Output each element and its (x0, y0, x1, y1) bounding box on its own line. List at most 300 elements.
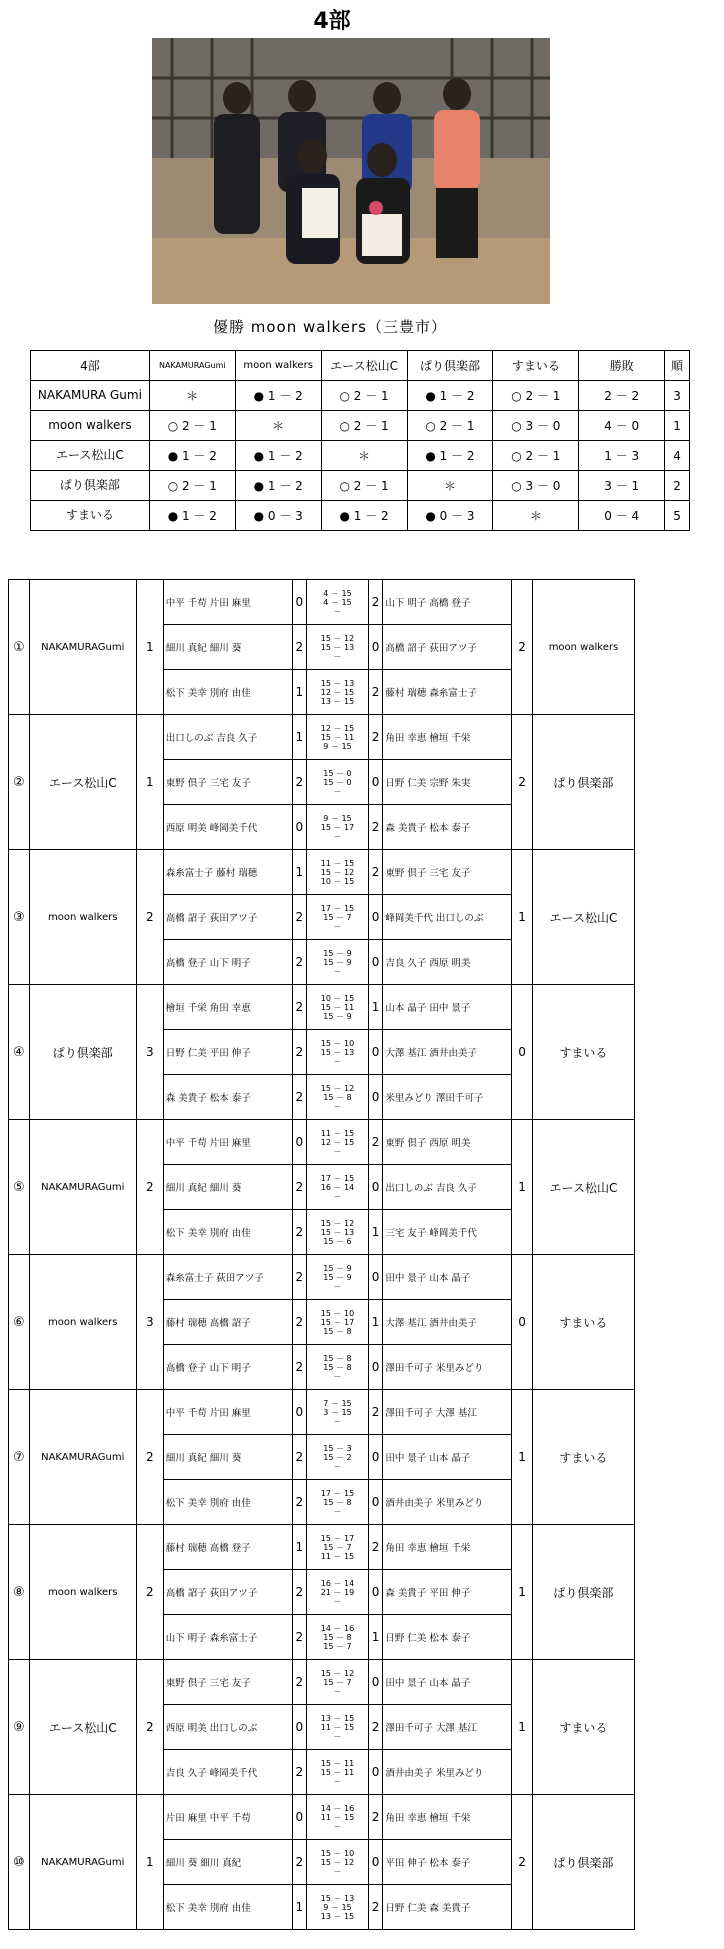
left-game-score: 2 (292, 1345, 306, 1390)
set-score: 15 － 10 (320, 1308, 355, 1318)
right-team-wins: 2 (512, 715, 533, 850)
set-scores (307, 625, 369, 670)
set-score: 16 － 14 (320, 1578, 355, 1588)
set-score: － (333, 1281, 342, 1291)
left-game-score: 2 (292, 1660, 306, 1705)
set-score: 9 － 15 (323, 813, 352, 823)
match-number: ⑨ (9, 1660, 30, 1795)
left-game-score: 2 (292, 1615, 306, 1660)
right-players: 澤田千可子 大澤 基江 (383, 1390, 512, 1435)
team-name: ぱり倶楽部 (31, 471, 150, 501)
right-players: 澤田千可子 大澤 基江 (383, 1705, 512, 1750)
rank-cell: 5 (665, 501, 690, 531)
right-players: 高橋 詔子 荻田アツ子 (383, 625, 512, 670)
right-team-wins: 0 (512, 985, 533, 1120)
left-players: 中平 千苟 片田 麻里 (163, 1390, 292, 1435)
set-score: 15 － 9 (323, 1272, 352, 1282)
result-cell: ● 0 － 3 (407, 501, 493, 531)
header-cell: 順 (665, 351, 690, 381)
right-team-wins: 2 (512, 580, 533, 715)
right-team: ぱり倶楽部 (532, 715, 634, 850)
set-score: 12 － 15 (320, 723, 355, 733)
set-score: 14 － 16 (320, 1623, 355, 1633)
set-scores (307, 1255, 369, 1300)
right-game-score: 1 (368, 1210, 382, 1255)
left-game-score: 2 (292, 760, 306, 805)
left-players: 山下 明子 森糸富士子 (163, 1615, 292, 1660)
result-cell: ● 1 － 2 (235, 471, 321, 501)
set-scores (307, 1705, 369, 1750)
left-game-score: 2 (292, 1255, 306, 1300)
set-score: 13 － 15 (320, 1911, 355, 1921)
set-score: 17 － 15 (320, 1173, 355, 1183)
set-score: 11 － 15 (320, 1812, 355, 1822)
set-score: 17 － 15 (320, 1488, 355, 1498)
left-game-score: 2 (292, 1210, 306, 1255)
set-score: 15 － 12 (320, 1668, 355, 1678)
right-players: 米里みどり 澤田千可子 (383, 1075, 512, 1120)
set-score: － (333, 651, 342, 661)
right-players: 峰岡美千代 出口しのぶ (383, 895, 512, 940)
set-score: 15 － 12 (320, 867, 355, 877)
left-players: 片田 麻里 中平 千苟 (163, 1795, 292, 1840)
set-scores (307, 1435, 369, 1480)
right-game-score: 2 (368, 670, 382, 715)
team-photo (152, 38, 550, 304)
match-game-row (9, 715, 635, 760)
match-number: ⑩ (9, 1795, 30, 1930)
left-game-score: 2 (292, 895, 306, 940)
set-score: 21 － 19 (320, 1587, 355, 1597)
set-score: － (333, 1371, 342, 1381)
left-game-score: 0 (292, 1705, 306, 1750)
left-game-score: 2 (292, 1750, 306, 1795)
set-score: 15 － 9 (323, 1263, 352, 1273)
set-scores (307, 670, 369, 715)
league-row (31, 411, 690, 441)
set-scores (307, 1795, 369, 1840)
set-score: 4 － 15 (323, 597, 352, 607)
left-team-wins: 2 (136, 1525, 163, 1660)
set-score: 12 － 15 (320, 1137, 355, 1147)
left-team-wins: 1 (136, 1795, 163, 1930)
left-team-wins: 1 (136, 580, 163, 715)
result-cell: ● 1 － 2 (149, 501, 235, 531)
set-score: 15 － 10 (320, 1848, 355, 1858)
set-score: 15 － 13 (320, 678, 355, 688)
header-cell: NAKAMURAGumi (149, 351, 235, 381)
set-score: 15 － 17 (320, 1317, 355, 1327)
right-game-score: 2 (368, 1795, 382, 1840)
left-players: 出口しのぶ 吉良 久子 (163, 715, 292, 760)
left-team: エース松山C (29, 715, 136, 850)
match-game-row (9, 1660, 635, 1705)
left-team: moon walkers (29, 850, 136, 985)
left-players: 中平 千苟 片田 麻里 (163, 580, 292, 625)
set-scores (307, 1030, 369, 1075)
set-scores (307, 1840, 369, 1885)
right-game-score: 2 (368, 1120, 382, 1165)
set-score: 15 － 8 (323, 1632, 352, 1642)
right-game-score: 2 (368, 715, 382, 760)
set-scores (307, 1345, 369, 1390)
set-score: 15 － 7 (323, 1542, 352, 1552)
right-team: すまいる (532, 985, 634, 1120)
left-players: 西原 明美 出口しのぶ (163, 1705, 292, 1750)
right-players: 大澤 基江 酒井由美子 (383, 1300, 512, 1345)
result-cell: ○ 3 － 0 (493, 471, 579, 501)
left-players: 松下 美幸 別府 由佳 (163, 1885, 292, 1930)
set-score: 15 － 8 (323, 1353, 352, 1363)
set-score: 15 － 7 (323, 1641, 352, 1651)
set-scores (307, 1390, 369, 1435)
set-score: 15 － 10 (320, 1038, 355, 1048)
header-cell: すまいる (493, 351, 579, 381)
result-cell: ● 1 － 2 (407, 441, 493, 471)
set-scores (307, 1525, 369, 1570)
left-team: ぱり倶楽部 (29, 985, 136, 1120)
match-number: ④ (9, 985, 30, 1120)
left-game-score: 0 (292, 805, 306, 850)
set-score: － (333, 786, 342, 796)
result-cell: ＊ (407, 471, 493, 501)
set-scores (307, 580, 369, 625)
set-scores (307, 760, 369, 805)
right-players: 田中 景子 山本 晶子 (383, 1255, 512, 1300)
result-cell: ● 0 － 3 (235, 501, 321, 531)
header-cell: ぱり倶楽部 (407, 351, 493, 381)
set-score: 13 － 15 (320, 696, 355, 706)
team-name: すまいる (31, 501, 150, 531)
right-players: 角田 幸恵 檜垣 千栄 (383, 1795, 512, 1840)
right-game-score: 1 (368, 985, 382, 1030)
set-score: 11 － 15 (320, 1128, 355, 1138)
result-cell: ● 1 － 2 (407, 381, 493, 411)
left-team: NAKAMURAGumi (29, 1120, 136, 1255)
right-game-score: 0 (368, 940, 382, 985)
team-name: moon walkers (31, 411, 150, 441)
header-cell: エース松山C (321, 351, 407, 381)
right-team-wins: 1 (512, 1390, 533, 1525)
set-score: 11 － 15 (320, 1551, 355, 1561)
left-players: 中平 千苟 片田 麻里 (163, 1120, 292, 1165)
left-game-score: 0 (292, 1120, 306, 1165)
left-players: 吉良 久子 峰岡美千代 (163, 1750, 292, 1795)
set-score: 13 － 15 (320, 1713, 355, 1723)
set-scores (307, 940, 369, 985)
right-game-score: 0 (368, 625, 382, 670)
set-score: 16 － 14 (320, 1182, 355, 1192)
right-game-score: 0 (368, 1840, 382, 1885)
set-score: 4 － 15 (323, 588, 352, 598)
right-players: 吉良 久子 西原 明美 (383, 940, 512, 985)
left-game-score: 2 (292, 1435, 306, 1480)
set-score: － (333, 1686, 342, 1696)
page-title: 4部 (313, 9, 351, 34)
right-game-score: 1 (368, 1615, 382, 1660)
left-team-wins: 2 (136, 1660, 163, 1795)
set-score: 15 － 6 (323, 1236, 352, 1246)
right-game-score: 2 (368, 1525, 382, 1570)
left-players: 高橋 登子 山下 明子 (163, 1345, 292, 1390)
league-row (31, 471, 690, 501)
left-players: 松下 美幸 別府 由佳 (163, 1480, 292, 1525)
set-score: 15 － 0 (323, 768, 352, 778)
set-score: 15 － 7 (323, 1677, 352, 1687)
set-scores (307, 715, 369, 760)
set-scores (307, 1570, 369, 1615)
left-players: 森糸富士子 藤村 瑞穂 (163, 850, 292, 895)
right-team-wins: 2 (512, 1795, 533, 1930)
set-scores (307, 1750, 369, 1795)
set-scores (307, 1210, 369, 1255)
result-cell: ○ 2 － 1 (321, 411, 407, 441)
right-game-score: 0 (368, 1030, 382, 1075)
rank-cell: 3 (665, 381, 690, 411)
set-scores (307, 1885, 369, 1930)
set-scores (307, 1300, 369, 1345)
left-players: 東野 倶子 三宅 友子 (163, 760, 292, 805)
set-scores (307, 1075, 369, 1120)
left-players: 高橋 詔子 荻田アツ子 (163, 1570, 292, 1615)
left-game-score: 2 (292, 1300, 306, 1345)
set-score: 15 － 12 (320, 1857, 355, 1867)
right-game-score: 2 (368, 1885, 382, 1930)
match-game-row (9, 1525, 635, 1570)
result-cell: ○ 2 － 1 (149, 411, 235, 441)
right-players: 日野 仁美 松本 泰子 (383, 1615, 512, 1660)
set-scores (307, 1480, 369, 1525)
set-score: － (333, 606, 342, 616)
record-cell: 2 － 2 (579, 381, 665, 411)
record-cell: 1 － 3 (579, 441, 665, 471)
right-team-wins: 1 (512, 850, 533, 985)
record-cell: 3 － 1 (579, 471, 665, 501)
left-game-score: 2 (292, 1480, 306, 1525)
result-cell: ● 1 － 2 (321, 501, 407, 531)
match-game-row (9, 1120, 635, 1165)
right-team: エース松山C (532, 850, 634, 985)
match-game-row (9, 1255, 635, 1300)
set-score: 3 － 15 (323, 1407, 352, 1417)
team-name: エース松山C (31, 441, 150, 471)
right-game-score: 2 (368, 805, 382, 850)
set-score: 14 － 16 (320, 1803, 355, 1813)
league-header-row (31, 351, 690, 381)
right-players: 酒井由美子 米里みどり (383, 1750, 512, 1795)
set-scores (307, 985, 369, 1030)
record-cell: 0 － 4 (579, 501, 665, 531)
set-score: 15 － 9 (323, 957, 352, 967)
set-score: － (333, 831, 342, 841)
result-cell: ＊ (321, 441, 407, 471)
league-table (30, 350, 690, 531)
left-game-score: 2 (292, 940, 306, 985)
match-number: ③ (9, 850, 30, 985)
result-cell: ○ 2 － 1 (407, 411, 493, 441)
right-game-score: 0 (368, 1660, 382, 1705)
set-score: 15 － 13 (320, 1893, 355, 1903)
match-results-table (8, 579, 635, 1930)
left-team: moon walkers (29, 1525, 136, 1660)
winner-caption: 優勝 moon walkers（三豊市） (213, 318, 447, 336)
left-players: 西原 明美 峰岡美千代 (163, 805, 292, 850)
right-team-wins: 0 (512, 1255, 533, 1390)
left-players: 松下 美幸 別府 由佳 (163, 1210, 292, 1255)
set-score: － (333, 1461, 342, 1471)
set-score: 9 － 15 (323, 741, 352, 751)
left-game-score: 1 (292, 670, 306, 715)
result-cell: ● 1 － 2 (235, 381, 321, 411)
right-players: 山本 晶子 田中 景子 (383, 985, 512, 1030)
header-cell: 勝敗 (579, 351, 665, 381)
set-scores (307, 1660, 369, 1705)
set-score: － (333, 1821, 342, 1831)
left-players: 細川 真紀 細川 葵 (163, 1165, 292, 1210)
right-game-score: 0 (368, 1255, 382, 1300)
right-game-score: 0 (368, 1480, 382, 1525)
result-cell: ＊ (149, 381, 235, 411)
rank-cell: 4 (665, 441, 690, 471)
set-score: 15 － 11 (320, 1002, 355, 1012)
set-score: － (333, 1101, 342, 1111)
set-scores (307, 895, 369, 940)
left-game-score: 2 (292, 625, 306, 670)
match-number: ② (9, 715, 30, 850)
rank-cell: 2 (665, 471, 690, 501)
left-team: NAKAMURAGumi (29, 1795, 136, 1930)
right-players: 山下 明子 高橋 登子 (383, 580, 512, 625)
right-players: 田中 景子 山本 晶子 (383, 1435, 512, 1480)
right-players: 田中 景子 山本 晶子 (383, 1660, 512, 1705)
set-score: 15 － 11 (320, 1767, 355, 1777)
set-score: 11 － 15 (320, 858, 355, 868)
set-scores (307, 1120, 369, 1165)
left-team: moon walkers (29, 1255, 136, 1390)
right-players: 酒井由美子 米里みどり (383, 1480, 512, 1525)
set-score: － (333, 1776, 342, 1786)
rank-cell: 1 (665, 411, 690, 441)
right-team: エース松山C (532, 1120, 634, 1255)
right-team-wins: 1 (512, 1525, 533, 1660)
left-players: 藤村 瑞穂 高橋 登子 (163, 1525, 292, 1570)
right-players: 角田 幸恵 檜垣 千栄 (383, 715, 512, 760)
left-team-wins: 3 (136, 985, 163, 1120)
set-score: 15 － 9 (323, 1011, 352, 1021)
right-players: 藤村 瑞穂 森糸富士子 (383, 670, 512, 715)
right-players: 日野 仁美 宗野 朱実 (383, 760, 512, 805)
set-score: 15 － 17 (320, 822, 355, 832)
left-team-wins: 1 (136, 715, 163, 850)
match-number: ⑥ (9, 1255, 30, 1390)
set-score: － (333, 1596, 342, 1606)
match-number: ⑧ (9, 1525, 30, 1660)
match-number: ⑦ (9, 1390, 30, 1525)
set-score: 15 － 9 (323, 948, 352, 958)
set-score: 15 － 12 (320, 1218, 355, 1228)
right-players: 平田 伸子 松本 泰子 (383, 1840, 512, 1885)
left-team: NAKAMURAGumi (29, 580, 136, 715)
header-cell: 4部 (31, 351, 150, 381)
left-game-score: 2 (292, 1840, 306, 1885)
result-cell: ＊ (493, 501, 579, 531)
right-players: 東野 倶子 西原 明美 (383, 1120, 512, 1165)
match-game-row (9, 1390, 635, 1435)
set-score: － (333, 1191, 342, 1201)
right-team: すまいる (532, 1255, 634, 1390)
left-players: 細川 真紀 細川 葵 (163, 625, 292, 670)
left-game-score: 2 (292, 1165, 306, 1210)
set-score: 12 － 15 (320, 687, 355, 697)
left-game-score: 0 (292, 1390, 306, 1435)
right-team: ぱり倶楽部 (532, 1795, 634, 1930)
set-score: － (333, 1146, 342, 1156)
set-score: 15 － 17 (320, 1533, 355, 1543)
right-game-score: 2 (368, 580, 382, 625)
set-score: 10 － 15 (320, 993, 355, 1003)
right-team: moon walkers (532, 580, 634, 715)
set-score: 15 － 13 (320, 642, 355, 652)
league-row (31, 381, 690, 411)
right-game-score: 2 (368, 1705, 382, 1750)
result-cell: ● 1 － 2 (235, 441, 321, 471)
right-team-wins: 1 (512, 1660, 533, 1795)
set-score: 15 － 7 (323, 912, 352, 922)
set-score: － (333, 1866, 342, 1876)
set-scores (307, 1615, 369, 1660)
set-scores (307, 850, 369, 895)
league-row (31, 501, 690, 531)
result-cell: ○ 2 － 1 (321, 471, 407, 501)
right-players: 三宅 友子 峰岡美千代 (383, 1210, 512, 1255)
right-game-score: 2 (368, 850, 382, 895)
left-team-wins: 2 (136, 850, 163, 985)
right-team-wins: 1 (512, 1120, 533, 1255)
right-players: 森 美貴子 平田 伸子 (383, 1570, 512, 1615)
right-game-score: 2 (368, 1390, 382, 1435)
left-players: 東野 倶子 三宅 友子 (163, 1660, 292, 1705)
set-scores (307, 805, 369, 850)
set-score: 15 － 8 (323, 1362, 352, 1372)
record-cell: 4 － 0 (579, 411, 665, 441)
right-team: すまいる (532, 1390, 634, 1525)
result-cell: ○ 2 － 1 (321, 381, 407, 411)
right-game-score: 0 (368, 895, 382, 940)
left-game-score: 1 (292, 715, 306, 760)
set-score: 15 － 12 (320, 633, 355, 643)
set-score: 15 － 3 (323, 1443, 352, 1453)
set-score: 15 － 12 (320, 1083, 355, 1093)
right-game-score: 0 (368, 1570, 382, 1615)
right-game-score: 0 (368, 1165, 382, 1210)
set-score: － (333, 1416, 342, 1426)
league-row (31, 441, 690, 471)
match-game-row (9, 985, 635, 1030)
set-score: － (333, 1731, 342, 1741)
set-score: － (333, 1506, 342, 1516)
right-players: 澤田千可子 米里みどり (383, 1345, 512, 1390)
set-scores (307, 1165, 369, 1210)
set-score: － (333, 1056, 342, 1066)
result-cell: ＊ (235, 411, 321, 441)
right-players: 森 美貴子 松本 泰子 (383, 805, 512, 850)
left-players: 高橋 登子 山下 明子 (163, 940, 292, 985)
left-game-score: 1 (292, 1525, 306, 1570)
result-cell: ● 1 － 2 (149, 441, 235, 471)
left-team-wins: 3 (136, 1255, 163, 1390)
set-score: － (333, 966, 342, 976)
left-players: 檜垣 千栄 角田 幸恵 (163, 985, 292, 1030)
